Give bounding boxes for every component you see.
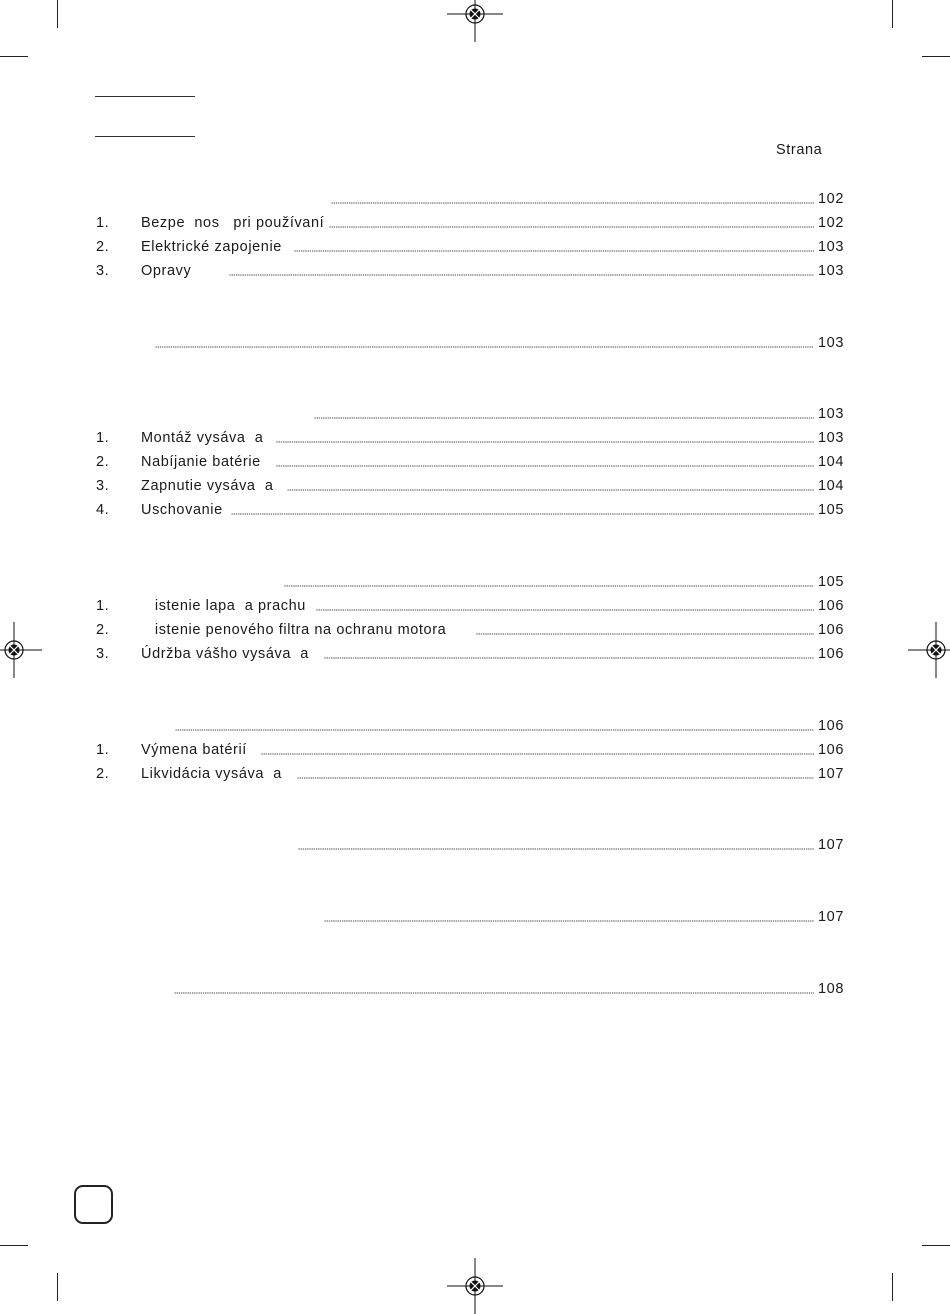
toc-leader-dots <box>287 489 814 491</box>
toc-page-number: 107 <box>818 766 844 782</box>
toc-number: 2. <box>96 622 110 638</box>
crop-mark-bottom-right <box>892 1273 893 1301</box>
toc-row <box>96 405 844 423</box>
toc-page-number: 106 <box>818 622 844 638</box>
toc-leader-dots <box>297 777 814 779</box>
registration-mark-top-icon <box>447 0 503 42</box>
toc-row <box>96 765 844 783</box>
toc-row <box>96 836 844 854</box>
toc-page-number: 105 <box>818 502 844 518</box>
toc-number: 2. <box>96 239 110 255</box>
toc-leader-dots <box>324 657 814 659</box>
toc-label: Likvidácia vysáva a <box>141 766 282 782</box>
header-rule-bottom <box>95 136 195 137</box>
toc-page-number: 103 <box>818 239 844 255</box>
toc-number: 3. <box>96 263 110 279</box>
toc-leader-dots <box>294 250 814 252</box>
toc-leader-dots <box>231 513 814 515</box>
toc-leader-dots <box>316 609 814 611</box>
toc-row <box>96 429 844 447</box>
registration-mark-bottom-icon <box>447 1258 503 1314</box>
toc-label: Uschovanie <box>141 502 223 518</box>
crop-mark-bottom-left <box>57 1273 58 1301</box>
toc-row <box>96 453 844 471</box>
toc-number: 1. <box>96 742 110 758</box>
toc-label: Montáž vysáva a <box>141 430 264 446</box>
toc-label: Opravy <box>141 263 192 279</box>
toc-leader-dots <box>476 633 814 635</box>
page-column-header: Strana <box>776 142 823 158</box>
toc-page-number: 102 <box>818 191 844 207</box>
toc-page-number: 106 <box>818 742 844 758</box>
crop-mark-top-left <box>57 0 58 28</box>
toc-label: Zapnutie vysáva a <box>141 478 274 494</box>
toc-row <box>96 741 844 759</box>
toc-label: istenie penového filtra na ochranu motora <box>141 622 447 638</box>
toc-page-number: 106 <box>818 718 844 734</box>
toc-leader-dots <box>261 753 814 755</box>
toc-leader-dots <box>175 729 814 731</box>
toc-label: Údržba vášho vysáva a <box>141 646 309 662</box>
toc-row <box>96 980 844 998</box>
toc-page-number: 103 <box>818 406 844 422</box>
toc-label: istenie lapa a prachu <box>141 598 306 614</box>
toc-row <box>96 717 844 735</box>
toc-row <box>96 908 844 926</box>
registration-mark-left-icon <box>0 622 42 678</box>
toc-row <box>96 573 844 591</box>
toc-row <box>96 477 844 495</box>
toc-row <box>96 238 844 256</box>
toc-row <box>96 645 844 663</box>
toc-row <box>96 262 844 280</box>
toc-number: 4. <box>96 502 110 518</box>
header-rule-top <box>95 96 195 97</box>
toc-leader-dots <box>331 202 814 204</box>
toc-number: 1. <box>96 215 110 231</box>
toc-number: 2. <box>96 766 110 782</box>
toc-row <box>96 334 844 352</box>
toc-number: 1. <box>96 598 110 614</box>
toc-leader-dots <box>298 848 814 850</box>
toc-label: Nabíjanie batérie <box>141 454 261 470</box>
toc-row <box>96 214 844 232</box>
toc-row <box>96 621 844 639</box>
toc-number: 2. <box>96 454 110 470</box>
toc-page-number: 103 <box>818 335 844 351</box>
toc-row <box>96 501 844 519</box>
toc-page-number: 106 <box>818 646 844 662</box>
crop-mark-top-right <box>892 0 893 28</box>
toc-page-number: 105 <box>818 574 844 590</box>
toc-page-number: 102 <box>818 215 844 231</box>
toc-leader-dots <box>229 274 814 276</box>
registration-mark-right-icon <box>908 622 950 678</box>
toc-label: Elektrické zapojenie <box>141 239 282 255</box>
toc-leader-dots <box>314 417 814 419</box>
toc-number: 1. <box>96 430 110 446</box>
toc-leader-dots <box>174 992 814 994</box>
toc-row <box>96 190 844 208</box>
toc-page-number: 103 <box>818 430 844 446</box>
toc-leader-dots <box>276 441 814 443</box>
toc-number: 3. <box>96 478 110 494</box>
crop-mark-bottom-right-h <box>922 1245 950 1246</box>
toc-leader-dots <box>155 346 813 348</box>
toc-leader-dots <box>329 226 814 228</box>
crop-mark-top-right-h <box>922 56 950 57</box>
toc-page-number: 108 <box>818 981 844 997</box>
toc-page-number: 103 <box>818 263 844 279</box>
toc-row <box>96 597 844 615</box>
toc-page-number: 106 <box>818 598 844 614</box>
toc-page-number: 107 <box>818 909 844 925</box>
toc-leader-dots <box>276 465 814 467</box>
toc-label: Výmena batérií <box>141 742 247 758</box>
toc-page-number: 104 <box>818 454 844 470</box>
toc-page-number: 107 <box>818 837 844 853</box>
page-number-box <box>74 1185 113 1224</box>
toc-number: 3. <box>96 646 110 662</box>
crop-mark-bottom-left-h <box>0 1245 28 1246</box>
toc-label: Bezpe nos pri používaní <box>141 215 325 231</box>
toc-leader-dots <box>324 920 814 922</box>
toc-page-number: 104 <box>818 478 844 494</box>
crop-mark-top-left-h <box>0 56 28 57</box>
toc-leader-dots <box>284 585 814 587</box>
